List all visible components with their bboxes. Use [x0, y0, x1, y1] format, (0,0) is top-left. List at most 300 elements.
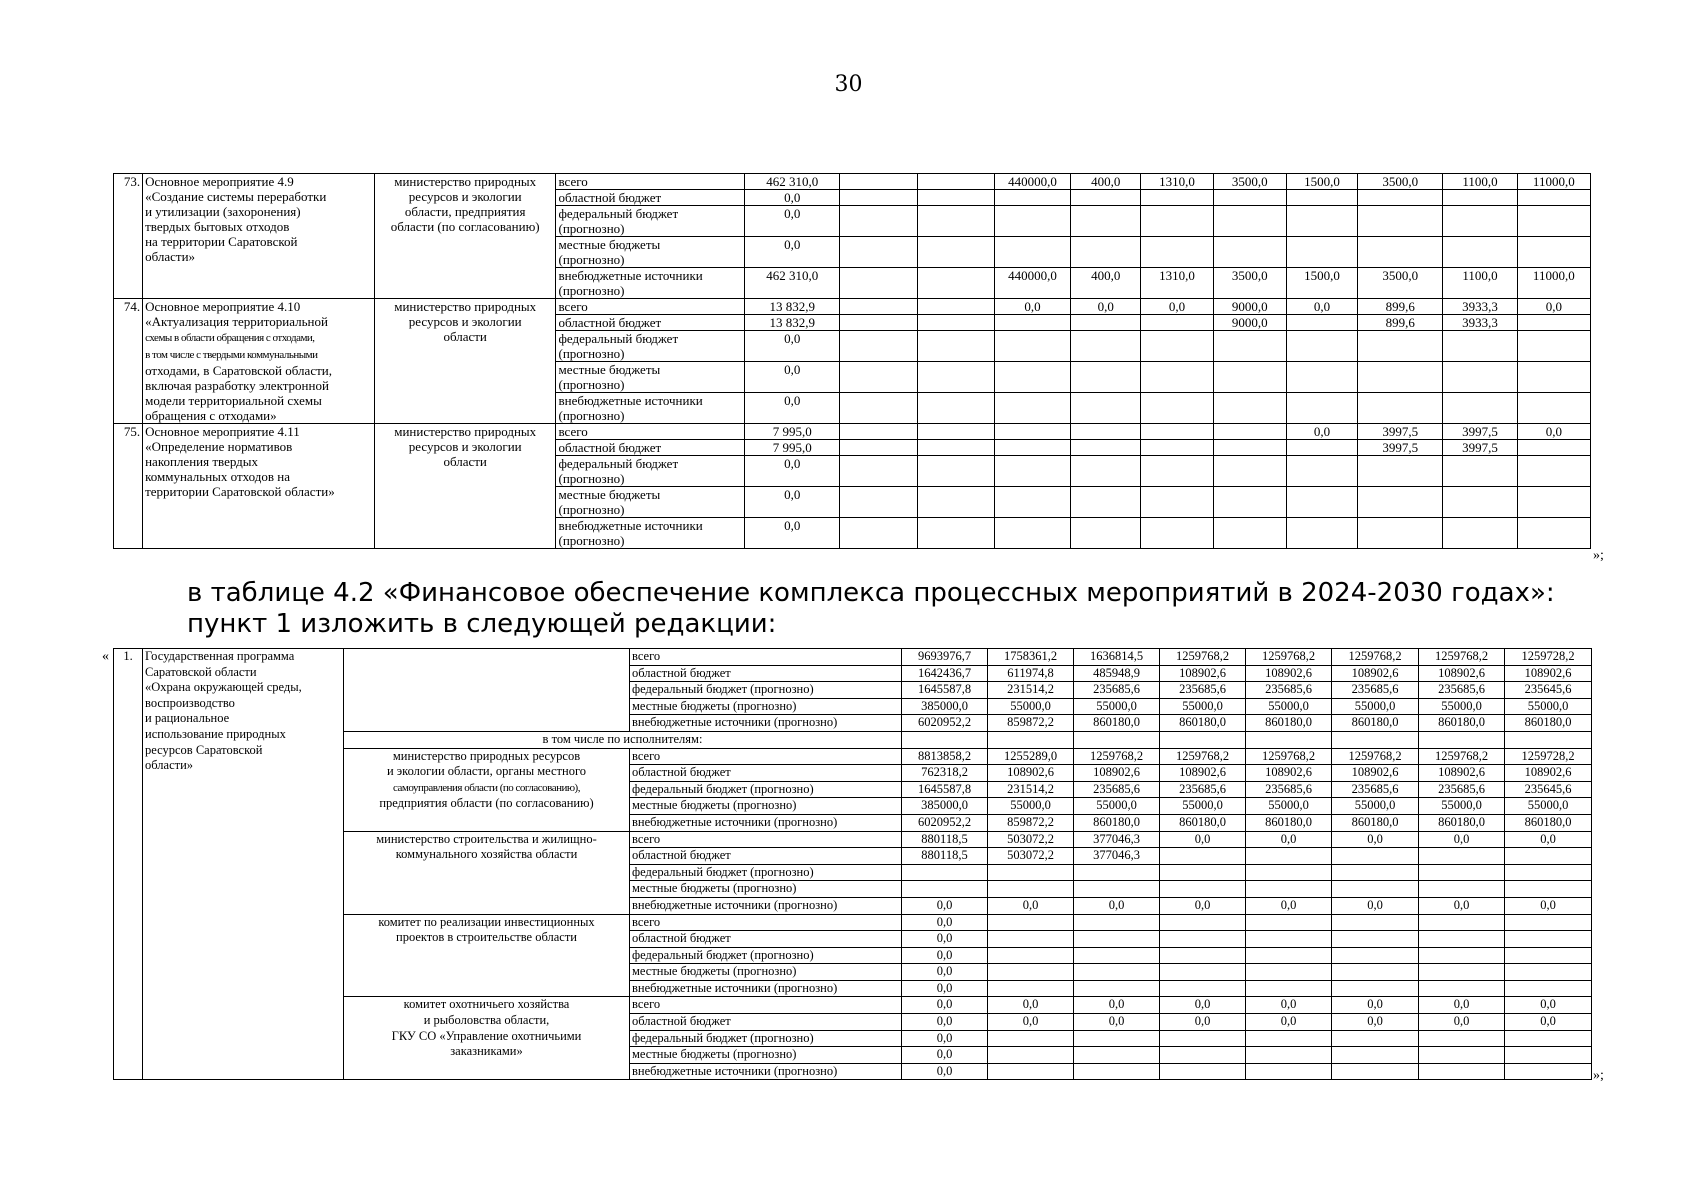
year-value: 55000,0 — [1505, 798, 1592, 815]
year-value: 860180,0 — [1505, 814, 1592, 831]
year-value: 108902,6 — [1505, 765, 1592, 782]
year-value — [1505, 980, 1592, 997]
year-value — [1074, 864, 1160, 881]
funding-source-line: областной бюджет — [558, 440, 662, 455]
year-value: 503072,2 — [988, 831, 1074, 848]
year-value — [1505, 964, 1592, 981]
year-value — [994, 518, 1070, 549]
funding-source: внебюджетные источники (прогнозно) — [630, 980, 902, 997]
year-value — [1358, 206, 1443, 237]
funding-source: федеральный бюджет (прогнозно) — [630, 781, 902, 798]
year-value — [988, 1063, 1074, 1080]
year-value — [1286, 487, 1357, 518]
year-value: 440000,0 — [994, 268, 1070, 299]
year-value — [1213, 424, 1286, 440]
total-value: 0,0 — [745, 487, 840, 518]
empty-cell — [1419, 731, 1505, 748]
year-value: 0,0 — [902, 997, 988, 1014]
year-value: 0,0 — [1419, 831, 1505, 848]
funding-source-line: федеральный бюджет — [558, 206, 679, 221]
year-value — [917, 487, 994, 518]
funding-source: всего — [630, 831, 902, 848]
year-value: 235685,6 — [1160, 781, 1246, 798]
year-value: 377046,3 — [1074, 848, 1160, 865]
year-value: 0,0 — [1074, 1014, 1160, 1031]
year-value — [1071, 237, 1141, 268]
year-value: 611974,8 — [988, 665, 1074, 682]
table2-closing-mark: »; — [1593, 1068, 1604, 1083]
year-value: 55000,0 — [1160, 798, 1246, 815]
year-value — [1332, 864, 1419, 881]
year-value — [988, 864, 1074, 881]
funding-source-line: всего — [558, 174, 588, 189]
year-value — [1419, 881, 1505, 898]
paragraph-line-2: пункт 1 изложить в следующей редакции: — [187, 609, 777, 639]
year-value: 0,0 — [1505, 831, 1592, 848]
year-value — [1074, 881, 1160, 898]
year-value — [1517, 331, 1590, 362]
year-value: 0,0 — [1332, 897, 1419, 914]
year-value: 9000,0 — [1213, 299, 1286, 315]
year-value — [1071, 331, 1141, 362]
executor-line: комитет по реализации инвестиционных — [378, 914, 595, 929]
executor-line: комитет охотничьего хозяйства — [403, 997, 570, 1012]
year-value: 0,0 — [994, 299, 1070, 315]
year-value: 503072,2 — [988, 848, 1074, 865]
program-name-line: Саратовской области — [145, 664, 257, 679]
year-value: 3997,5 — [1358, 440, 1443, 456]
year-value: 0,0 — [1332, 997, 1419, 1014]
year-value: 860180,0 — [1419, 715, 1505, 732]
executor-line: и экологии области, органы местного — [386, 764, 587, 779]
year-value: 1500,0 — [1286, 174, 1357, 190]
activity-name-line: «Актуализация территориальной — [145, 314, 328, 329]
year-value — [917, 206, 994, 237]
year-value — [1505, 1063, 1592, 1080]
year-value — [1071, 206, 1141, 237]
year-value: 0,0 — [1332, 1014, 1419, 1031]
program-name-line: ресурсов Саратовской — [145, 742, 263, 757]
year-value — [1141, 237, 1213, 268]
row-index: 73. — [114, 174, 143, 299]
year-value — [1358, 487, 1443, 518]
year-value — [1246, 914, 1332, 931]
year-value — [1286, 393, 1357, 424]
year-value: 860180,0 — [1074, 814, 1160, 831]
activity-name-line: Основное мероприятие 4.11 — [145, 424, 300, 439]
funding-source-line: местные бюджеты — [558, 362, 661, 377]
year-value — [1213, 331, 1286, 362]
year-value — [1213, 487, 1286, 518]
year-value: 11000,0 — [1517, 268, 1590, 299]
funding-source — [556, 331, 745, 362]
funding-source-line: внебюджетные источники — [558, 268, 703, 283]
including-executors-label: в том числе по исполнителям: — [344, 731, 902, 748]
executor-line: проектов в строительстве области — [396, 930, 577, 945]
year-value: 0,0 — [902, 1063, 988, 1080]
funding-source — [556, 424, 745, 440]
funding-source-line: (прогнозно) — [558, 346, 625, 361]
funding-source: внебюджетные источники (прогнозно) — [630, 897, 902, 914]
year-value — [917, 362, 994, 393]
year-value — [988, 931, 1074, 948]
year-value — [1286, 190, 1357, 206]
year-value: 55000,0 — [988, 698, 1074, 715]
year-value — [1358, 362, 1443, 393]
funding-source-line: (прогнозно) — [558, 502, 625, 517]
year-value — [1517, 362, 1590, 393]
year-value: 1259728,2 — [1505, 748, 1592, 765]
year-value — [1141, 206, 1213, 237]
year-value — [1286, 518, 1357, 549]
year-value: 55000,0 — [1505, 698, 1592, 715]
activity-name-line: на территории Саратовской — [145, 234, 298, 249]
year-value — [1246, 881, 1332, 898]
year-value — [1358, 518, 1443, 549]
row-index: 1. — [114, 649, 143, 1080]
year-value: 1259768,2 — [1419, 649, 1505, 666]
year-value — [1074, 914, 1160, 931]
year-value — [1160, 964, 1246, 981]
year-value: 0,0 — [902, 1030, 988, 1047]
year-value — [1332, 914, 1419, 931]
year-value — [902, 864, 988, 881]
year-value: 235685,6 — [1332, 682, 1419, 699]
year-value — [1358, 456, 1443, 487]
year-value: 860180,0 — [1074, 715, 1160, 732]
year-value — [1160, 881, 1246, 898]
funding-source-line: областной бюджет — [558, 315, 662, 330]
executor-line: предприятия области (по согласованию) — [379, 796, 594, 811]
year-value — [1141, 315, 1213, 331]
year-value: 485948,9 — [1074, 665, 1160, 682]
year-value: 0,0 — [1160, 997, 1246, 1014]
activity-name-line: схемы в области обращения с отходами, — [145, 332, 315, 344]
year-value: 0,0 — [1286, 299, 1357, 315]
activity-name — [143, 299, 375, 424]
year-value — [994, 456, 1070, 487]
year-value: 3500,0 — [1213, 174, 1286, 190]
activities-table — [113, 173, 1591, 549]
empty-cell — [902, 731, 988, 748]
year-value: 859872,2 — [988, 814, 1074, 831]
year-value — [1286, 331, 1357, 362]
year-value — [994, 424, 1070, 440]
year-value: 0,0 — [902, 947, 988, 964]
year-value — [1246, 864, 1332, 881]
year-value — [1141, 456, 1213, 487]
activity-name-line: «Определение нормативов — [145, 439, 293, 454]
year-value: 880118,5 — [902, 848, 988, 865]
year-value — [840, 424, 917, 440]
paragraph-line-1: в таблице 4.2 «Финансовое обеспечение комплекса процессных мероприятий в 2024-2030 годах»: — [187, 578, 1555, 608]
total-value: 13 832,9 — [745, 315, 840, 331]
year-value: 55000,0 — [1419, 798, 1505, 815]
year-value — [1160, 1063, 1246, 1080]
funding-source: всего — [630, 649, 902, 666]
year-value — [994, 393, 1070, 424]
funding-source: федеральный бюджет (прогнозно) — [630, 864, 902, 881]
year-value: 1259768,2 — [1160, 748, 1246, 765]
year-value: 1100,0 — [1443, 268, 1517, 299]
year-value — [1505, 931, 1592, 948]
funding-source-line: (прогнозно) — [558, 283, 625, 298]
year-value — [840, 518, 917, 549]
year-value — [988, 914, 1074, 931]
year-value — [1443, 190, 1517, 206]
year-value — [1213, 518, 1286, 549]
year-value: 400,0 — [1071, 174, 1141, 190]
year-value — [1443, 331, 1517, 362]
year-value — [1246, 1030, 1332, 1047]
year-value — [917, 331, 994, 362]
year-value — [988, 947, 1074, 964]
year-value: 0,0 — [1419, 897, 1505, 914]
year-value — [1419, 864, 1505, 881]
year-value: 0,0 — [1071, 299, 1141, 315]
executor-name — [344, 914, 630, 997]
program-name-line: «Охрана окружающей среды, — [145, 680, 302, 695]
activity-name-line: обращения с отходами» — [145, 408, 277, 423]
year-value — [1074, 1063, 1160, 1080]
funding-source: всего — [630, 748, 902, 765]
activity-name-line: отходами, в Саратовской области, — [145, 363, 332, 378]
executor-line: министерство строительства и жилищно- — [376, 831, 597, 846]
year-value — [917, 174, 994, 190]
funding-source-line: (прогнозно) — [558, 408, 625, 423]
year-value — [1443, 456, 1517, 487]
year-value: 55000,0 — [1246, 698, 1332, 715]
year-value — [917, 456, 994, 487]
empty-cell — [988, 731, 1074, 748]
program-name — [143, 649, 344, 1080]
year-value: 377046,3 — [1074, 831, 1160, 848]
year-value: 55000,0 — [1419, 698, 1505, 715]
activity-name-line: накопления твердых — [145, 454, 259, 469]
year-value — [1071, 440, 1141, 456]
year-value — [994, 190, 1070, 206]
year-value: 1255289,0 — [988, 748, 1074, 765]
funding-source: федеральный бюджет (прогнозно) — [630, 1030, 902, 1047]
year-value: 860180,0 — [1332, 814, 1419, 831]
funding-source-line: всего — [558, 424, 588, 439]
executor-name — [344, 748, 630, 831]
year-value — [1286, 362, 1357, 393]
year-value — [1286, 237, 1357, 268]
executor-line: и рыболовства области, — [423, 1013, 550, 1028]
funding-source: местные бюджеты (прогнозно) — [630, 881, 902, 898]
year-value: 0,0 — [902, 1047, 988, 1064]
funding-source — [556, 268, 745, 299]
year-value — [1246, 1047, 1332, 1064]
year-value: 3933,3 — [1443, 299, 1517, 315]
activity-name-line: в том числе с твердыми коммунальными — [145, 349, 318, 361]
year-value — [1443, 518, 1517, 549]
year-value: 0,0 — [1419, 997, 1505, 1014]
year-value — [1517, 237, 1590, 268]
year-value — [1332, 931, 1419, 948]
year-value: 1259768,2 — [1332, 649, 1419, 666]
year-value: 0,0 — [1505, 897, 1592, 914]
year-value — [840, 315, 917, 331]
year-value: 6020952,2 — [902, 814, 988, 831]
year-value: 108902,6 — [1074, 765, 1160, 782]
year-value — [1246, 980, 1332, 997]
funding-source — [556, 518, 745, 549]
year-value — [1286, 440, 1357, 456]
year-value: 11000,0 — [1517, 174, 1590, 190]
year-value — [840, 174, 917, 190]
year-value: 859872,2 — [988, 715, 1074, 732]
funding-source — [556, 393, 745, 424]
empty-cell — [1505, 731, 1592, 748]
year-value: 3500,0 — [1358, 174, 1443, 190]
year-value: 3997,5 — [1443, 440, 1517, 456]
year-value: 235685,6 — [1160, 682, 1246, 699]
year-value — [994, 487, 1070, 518]
funding-source: областной бюджет — [630, 1014, 902, 1031]
activity-name — [143, 424, 375, 549]
year-value — [840, 487, 917, 518]
year-value — [1505, 848, 1592, 865]
year-value — [1443, 393, 1517, 424]
total-value: 7 995,0 — [745, 440, 840, 456]
year-value — [1141, 331, 1213, 362]
year-value — [994, 206, 1070, 237]
funding-source-line: федеральный бюджет — [558, 331, 679, 346]
year-value — [840, 393, 917, 424]
empty-cell — [1160, 731, 1246, 748]
year-value — [1419, 947, 1505, 964]
executor-name — [374, 299, 556, 424]
funding-source — [556, 237, 745, 268]
funding-source: местные бюджеты (прогнозно) — [630, 964, 902, 981]
year-value: 0,0 — [902, 980, 988, 997]
year-value — [840, 362, 917, 393]
year-value: 55000,0 — [1332, 798, 1419, 815]
funding-source — [556, 190, 745, 206]
executor-name — [344, 997, 630, 1080]
year-value: 235645,6 — [1505, 682, 1592, 699]
executor-line: министерство природных — [394, 174, 537, 189]
total-value: 462 310,0 — [745, 268, 840, 299]
activity-name-line: твердых бытовых отходов — [145, 219, 290, 234]
year-value — [1332, 1063, 1419, 1080]
year-value — [1419, 1063, 1505, 1080]
funding-source: местные бюджеты (прогнозно) — [630, 698, 902, 715]
year-value — [1213, 206, 1286, 237]
year-value: 385000,0 — [902, 798, 988, 815]
year-value — [840, 268, 917, 299]
year-value: 1259768,2 — [1246, 748, 1332, 765]
year-value: 762318,2 — [902, 765, 988, 782]
year-value — [1517, 518, 1590, 549]
year-value: 55000,0 — [1332, 698, 1419, 715]
year-value: 0,0 — [1517, 299, 1590, 315]
funding-source — [556, 174, 745, 190]
activity-name-line: области» — [145, 249, 196, 264]
year-value — [1419, 964, 1505, 981]
year-value: 235685,6 — [1074, 682, 1160, 699]
year-value — [1332, 848, 1419, 865]
year-value: 860180,0 — [1419, 814, 1505, 831]
year-value — [1074, 947, 1160, 964]
year-value: 108902,6 — [1332, 665, 1419, 682]
year-value: 6020952,2 — [902, 715, 988, 732]
year-value: 899,6 — [1358, 315, 1443, 331]
year-value: 1259768,2 — [1332, 748, 1419, 765]
year-value: 0,0 — [1505, 1014, 1592, 1031]
year-value: 3997,5 — [1358, 424, 1443, 440]
year-value: 55000,0 — [1160, 698, 1246, 715]
year-value: 55000,0 — [988, 798, 1074, 815]
year-value: 55000,0 — [1246, 798, 1332, 815]
year-value — [1160, 914, 1246, 931]
year-value: 0,0 — [1517, 424, 1590, 440]
funding-source — [556, 315, 745, 331]
year-value — [1213, 237, 1286, 268]
year-value — [988, 1047, 1074, 1064]
funding-source-line: (прогнозно) — [558, 221, 625, 236]
funding-source: федеральный бюджет (прогнозно) — [630, 682, 902, 699]
year-value — [1358, 393, 1443, 424]
year-value — [1517, 206, 1590, 237]
year-value — [988, 980, 1074, 997]
activity-name-line: Основное мероприятие 4.9 — [145, 174, 294, 189]
executor-blank — [344, 649, 630, 732]
table-row — [114, 649, 1592, 666]
program-name-line: и рациональное — [145, 711, 230, 726]
year-value: 0,0 — [1419, 1014, 1505, 1031]
year-value: 235685,6 — [1246, 781, 1332, 798]
executor-line: заказниками» — [450, 1044, 523, 1059]
funding-source: всего — [630, 914, 902, 931]
funding-source-line: федеральный бюджет — [558, 456, 679, 471]
executor-name — [344, 831, 630, 914]
year-value — [1071, 518, 1141, 549]
activity-name-line: модели территориальной схемы — [145, 393, 322, 408]
year-value — [1160, 980, 1246, 997]
year-value — [840, 190, 917, 206]
year-value — [1332, 980, 1419, 997]
year-value: 3933,3 — [1443, 315, 1517, 331]
year-value — [1071, 424, 1141, 440]
year-value — [1213, 362, 1286, 393]
year-value — [917, 237, 994, 268]
year-value: 0,0 — [988, 897, 1074, 914]
year-value — [1160, 931, 1246, 948]
year-value — [1505, 1047, 1592, 1064]
year-value — [1443, 487, 1517, 518]
year-value — [1246, 947, 1332, 964]
total-value: 0,0 — [745, 237, 840, 268]
year-value: 108902,6 — [1246, 765, 1332, 782]
year-value — [994, 315, 1070, 331]
year-value — [1358, 237, 1443, 268]
year-value: 1500,0 — [1286, 268, 1357, 299]
year-value: 1259768,2 — [1074, 748, 1160, 765]
year-value: 108902,6 — [1505, 665, 1592, 682]
year-value: 860180,0 — [1505, 715, 1592, 732]
year-value: 860180,0 — [1246, 814, 1332, 831]
year-value — [994, 331, 1070, 362]
funding-source — [556, 440, 745, 456]
year-value — [1074, 1047, 1160, 1064]
total-value: 462 310,0 — [745, 174, 840, 190]
year-value: 1642436,7 — [902, 665, 988, 682]
funding-source: внебюджетные источники (прогнозно) — [630, 814, 902, 831]
program-name-line: воспроизводство — [145, 695, 235, 710]
